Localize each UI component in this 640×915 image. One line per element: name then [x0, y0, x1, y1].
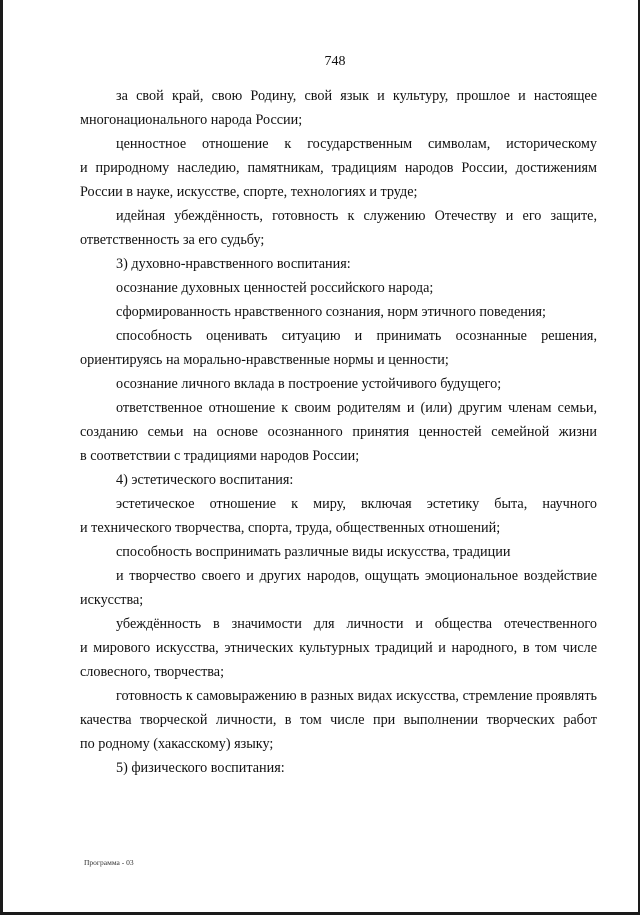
- text-line: идейная убеждённость, готовность к служению Отечеству и его защите,: [116, 208, 597, 224]
- text-line: готовность к самовыражению в разных видах искусства, стремление проявлять: [116, 688, 597, 704]
- text-line: России в науке, искусстве, спорте, технологиях и труде;: [80, 184, 418, 200]
- text-line: способность оценивать ситуацию и принимать осознанные решения,: [116, 328, 597, 344]
- text-line: 5) физического воспитания:: [116, 760, 285, 776]
- text-line: 3) духовно-нравственного воспитания:: [116, 256, 351, 272]
- page-footer: Программа - 03: [84, 858, 134, 867]
- text-line: осознание духовных ценностей российского народа;: [116, 280, 434, 296]
- text-line: многонационального народа России;: [80, 112, 303, 128]
- text-line: ориентируясь на морально-нравственные нормы и ценности;: [80, 352, 449, 368]
- text-line: созданию семьи на основе осознанного принятия ценностей семейной жизни: [80, 424, 597, 440]
- text-line: и мирового искусства, этнических культурных традиций и народного, в том числе: [80, 640, 597, 656]
- text-line: ответственное отношение к своим родителям и (или) другим членам семьи,: [116, 400, 597, 416]
- text-line: искусства;: [80, 592, 144, 608]
- text-line: словесного, творчества;: [80, 664, 225, 680]
- text-line: и природному наследию, памятникам, традициям народов России, достижениям: [80, 160, 597, 176]
- text-line: эстетическое отношение к миру, включая эстетику быта, научного: [116, 496, 597, 512]
- text-line: и творчество своего и других народов, ощущать эмоциональное воздействие: [116, 568, 597, 584]
- text-line: ценностное отношение к государственным символам, историческому: [116, 136, 597, 152]
- text-line: способность воспринимать различные виды искусства, традиции: [116, 544, 511, 560]
- text-line: качества творческой личности, в том числе при выполнении творческих работ: [80, 712, 597, 728]
- text-line: убеждённость в значимости для личности и общества отечественного: [116, 616, 597, 632]
- text-line: осознание личного вклада в построение устойчивого будущего;: [116, 376, 502, 392]
- text-line: сформированность нравственного сознания, норм этичного поведения;: [116, 304, 546, 320]
- text-line: за свой край, свою Родину, свой язык и культуру, прошлое и настоящее: [116, 88, 597, 104]
- text-line: 4) эстетического воспитания:: [116, 472, 294, 488]
- text-line: ответственность за его судьбу;: [80, 232, 265, 248]
- page-number: 748: [324, 54, 346, 69]
- text-line: и технического творчества, спорта, труда, общественных отношений;: [80, 520, 501, 536]
- text-line: в соответствии с традициями народов России;: [80, 448, 360, 464]
- text-line: по родному (хакасскому) языку;: [80, 736, 274, 752]
- document-body: [80, 84, 597, 780]
